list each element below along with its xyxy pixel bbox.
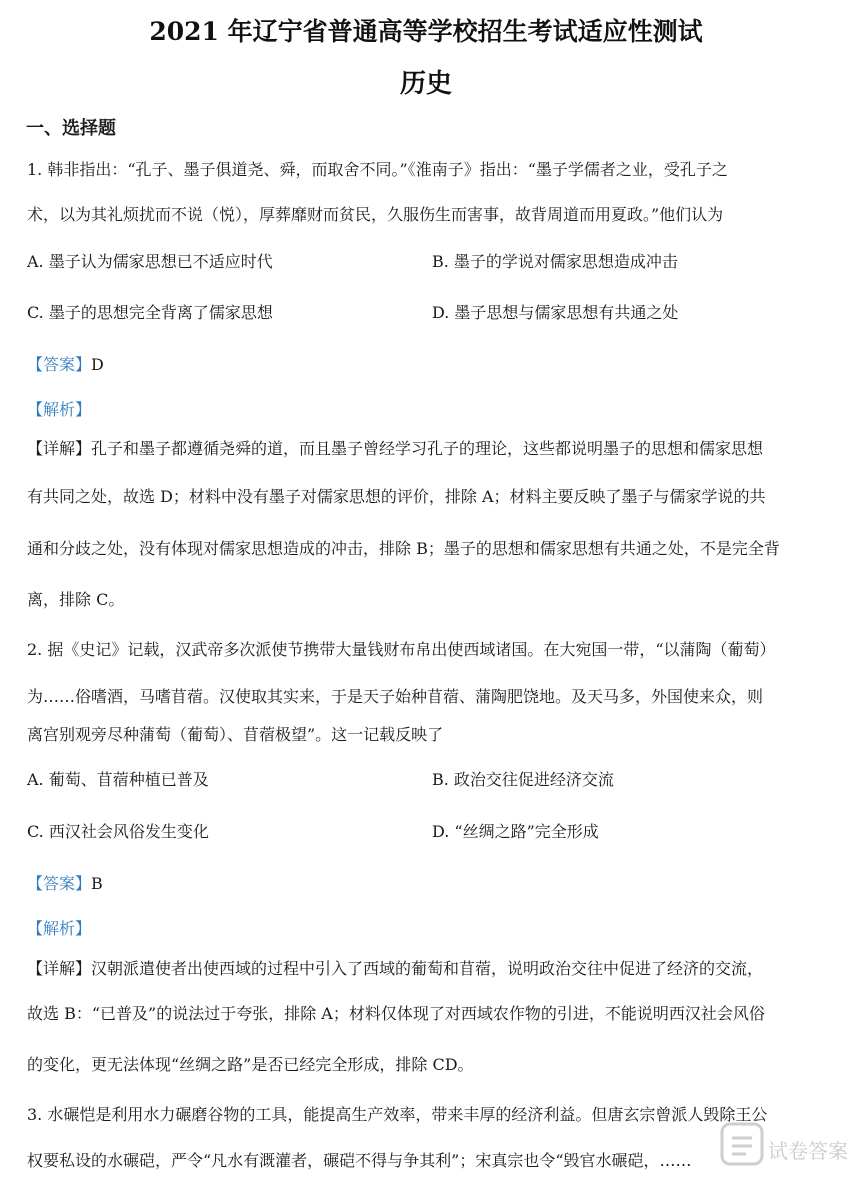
q1-option-c: C. 墨子的思想完全背离了儒家思想: [27, 303, 273, 322]
section-title: 一、选择题: [26, 118, 116, 139]
watermark-logo: [718, 1118, 848, 1180]
q2-detail-line-2: 故选 B：“已普及”的说法过于夸张，排除 A；材料仅体现了对西域农作物的引进，不能说明西汉社会风俗: [27, 1004, 765, 1023]
q1-stem-line-2: 术，以为其礼烦扰而不说（悦），厚葬靡财而贫民，久服伤生而害事，故背周道而用夏政。”他们认为: [27, 205, 724, 224]
detail-label: 【详解】: [27, 959, 92, 978]
q1-answer: [27, 354, 839, 376]
q1-detail-line-1: [27, 438, 839, 460]
q3-stem-line-1: 3. 水碾恺是利用水力碾磨谷物的工具，能提高生产效率，带来丰厚的经济利益。但唐玄宗曾派人毁除王公: [27, 1105, 768, 1124]
q2-option-d: D. “丝绸之路”完全形成: [432, 822, 599, 841]
q2-stem-line-2: 为……俗嗜酒，马嗜苜蓿。汉使取其实来，于是天子始种苜蓿、蒲陶肥饶地。及天马多，外国使来众，则: [27, 687, 764, 706]
answer-value: B: [91, 874, 103, 893]
q2-option-a: A. 葡萄、苜蓿种植已普及: [27, 770, 209, 789]
watermark-text: 试卷答案: [768, 1139, 848, 1163]
analysis-label: 【解析】: [27, 919, 92, 938]
q2-detail-line-1: [27, 958, 839, 980]
q2-stem-line-3: 离宫别观旁尽种蒲萄（葡萄）、苜蓿极望”。这一记载反映了: [27, 725, 444, 744]
answer-value: D: [91, 355, 104, 374]
q1-option-b: B. 墨子的学说对儒家思想造成冲击: [432, 252, 678, 271]
answer-label: 【答案】: [27, 874, 92, 893]
q1-option-a: A. 墨子认为儒家思想已不适应时代: [27, 252, 273, 271]
subject-title: 历史: [399, 69, 452, 99]
answer-label: 【答案】: [27, 355, 92, 374]
q2-stem-line-1: 2. 据《史记》记载，汉武帝多次派使节携带大量钱财布帛出使西域诸国。在大宛国一带，“以蒲陶（葡萄）: [27, 640, 776, 659]
q2-option-c: C. 西汉社会风俗发生变化: [27, 822, 209, 841]
q2-option-b: B. 政治交往促进经济交流: [432, 770, 614, 789]
q2-analysis: [27, 918, 839, 940]
q1-detail-line-4: 离，排除 C。: [27, 590, 125, 609]
analysis-label: 【解析】: [27, 400, 92, 419]
q1-stem-line-1: 1. 韩非指出：“孔子、墨子俱道尧、舜，而取舍不同。”《淮南子》指出：“墨子学儒者之业，受孔子之: [27, 160, 728, 179]
exam-title: 2021 年辽宁省普通高等学校招生考试适应性测试: [149, 17, 703, 46]
detail-text: 孔子和墨子都遵循尧舜的道，而且墨子曾经学习孔子的理论，这些都说明墨子的思想和儒家思想: [91, 439, 764, 458]
q1-detail-line-3: 通和分歧之处，没有体现对儒家思想造成的冲击，排除 B；墨子的思想和儒家思想有共通之处，不是完全背: [27, 539, 780, 558]
detail-label: 【详解】: [27, 439, 92, 458]
q1-detail-line-2: 有共同之处，故选 D；材料中没有墨子对儒家思想的评价，排除 A；材料主要反映了墨子与儒家学说的共: [27, 487, 766, 506]
q2-detail-line-3: 的变化，更无法体现“丝绸之路”是否已经完全形成，排除 CD。: [27, 1055, 474, 1074]
detail-text: 汉朝派遣使者出使西域的过程中引入了西域的葡萄和苜蓿，说明政治交往中促进了经济的交流，: [91, 959, 764, 978]
q1-analysis: [27, 399, 839, 421]
q1-option-d: D. 墨子思想与儒家思想有共通之处: [432, 303, 679, 322]
q2-answer: [27, 873, 839, 895]
q3-stem-line-2: 权要私设的水碾硙，严令“凡水有溉灌者，碾硙不得与争其利”；宋真宗也令“毁官水碾硙，……: [27, 1151, 692, 1170]
